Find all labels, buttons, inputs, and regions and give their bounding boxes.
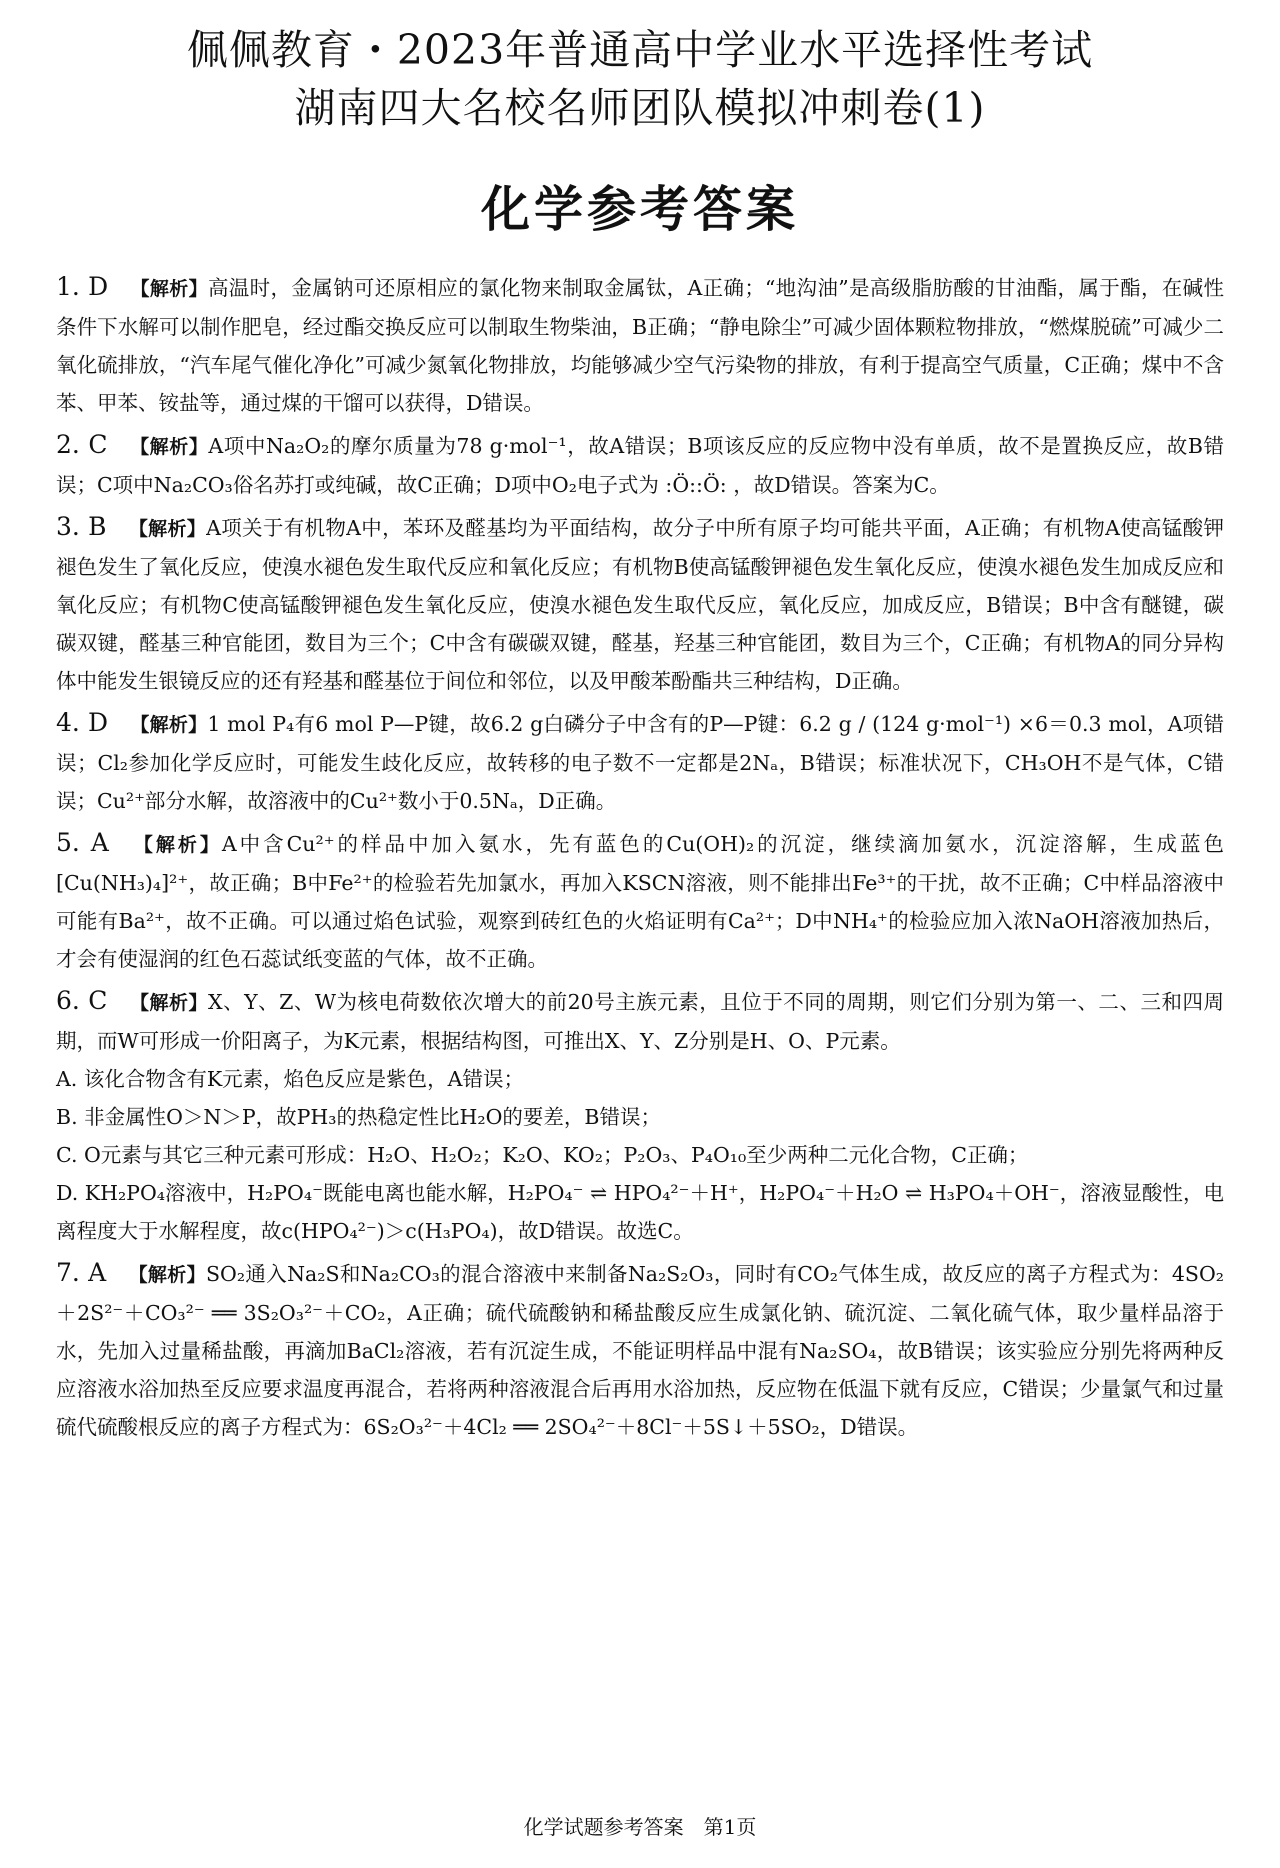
- answer-item-2: [56, 426, 1224, 504]
- analysis-tag: 【解析】: [128, 1264, 206, 1286]
- analysis-tag: 【解析】: [130, 714, 208, 736]
- answer-item-3: [56, 508, 1224, 700]
- answer-number: 3. B: [56, 512, 107, 541]
- answer-text: SO₂通入Na₂S和Na₂CO₃的混合溶液中来制备Na₂S₂O₃，同时有CO₂气体生成，故反应的离子方程式为：4SO₂＋2S²⁻＋CO₃²⁻ ══ 3S₂O₃²⁻＋CO₂，A正确；硫代硫酸钠和稀盐酸反应生成氯化钠、硫沉淀、二氧化硫气体，取少量样品溶于水，先加入过量稀盐酸，再滴加BaCl₂溶液，若有沉淀生成，不能证明样品中混有Na₂SO₄，故B错误；该实验应分别先将两种反应溶液水浴加热至反应要求温度再混合，若将两种溶液混合后再用水浴加热，反应物在低温下就有反应，C错误；少量氯气和过量硫代硫酸根反应的离子方程式为：6S₂O₃²⁻＋4Cl₂ ══ 2SO₄²⁻＋8Cl⁻＋5S↓＋5SO₂，D错误。: [56, 1262, 1225, 1439]
- answer-number: 7. A: [56, 1258, 107, 1287]
- answer-text: A中含Cu²⁺的样品中加入氨水，先有蓝色的Cu(OH)₂的沉淀，继续滴加氨水，沉淀溶解，生成蓝色[Cu(NH₃)₄]²⁺，故正确；B中Fe²⁺的检验若先加氯水，再加入KSCN溶液，则不能排出Fe³⁺的干扰，故不正确；C中样品溶液中可能有Ba²⁺，故不正确。可以通过焰色试验，观察到砖红色的火焰证明有Ca²⁺；D中NH₄⁺的检验应加入浓NaOH溶液加热后，才会有使湿润的红色石蕊试纸变蓝的气体，故不正确。: [56, 832, 1225, 971]
- answer-item-6: [56, 982, 1224, 1250]
- option-analysis-d: D. KH₂PO₄溶液中，H₂PO₄⁻既能电离也能水解，H₂PO₄⁻ ⇌ HPO₄²⁻＋H⁺，H₂PO₄⁻＋H₂O ⇌ H₃PO₄＋OH⁻，溶液显酸性，电离程度大于水解程度，故c(HPO₄²⁻)＞c(H₃PO₄)，故D错误。故选C。: [56, 1181, 1224, 1243]
- analysis-tag: 【解析】: [130, 834, 222, 856]
- answer-number: 4. D: [56, 708, 109, 737]
- answer-item-1: [56, 268, 1224, 422]
- option-analysis-c: C. O元素与其它三种元素可形成：H₂O、H₂O₂；K₂O、KO₂；P₂O₃、P₄O₁₀至少两种二元化合物，C正确；: [56, 1143, 1029, 1167]
- answer-text: 高温时，金属钠可还原相应的氯化物来制取金属钛，A正确；“地沟油”是高级脂肪酸的甘油酯，属于酯，在碱性条件下水解可以制作肥皂，经过酯交换反应可以制取生物柴油，B正确；“静电除尘”可减少固体颗粒物排放，“燃煤脱硫”可减少二氧化硫排放，“汽车尾气催化净化”可减少氮氧化物排放，均能够减少空气污染物的排放，有利于提高空气质量，C正确；煤中不含苯、甲苯、铵盐等，通过煤的干馏可以获得，D错误。: [56, 276, 1224, 415]
- option-analysis-a: A. 该化合物含有K元素，焰色反应是紫色，A错误；: [56, 1067, 524, 1091]
- document-title: 化学参考答案: [480, 181, 799, 238]
- answer-text: X、Y、Z、W为核电荷数依次增大的前20号主族元素，且位于不同的周期，则它们分别为第一、二、三和四周期，而W可形成一价阳离子，为K元素，根据结构图，可推出X、Y、Z分别是H、O、P元素。: [56, 990, 1224, 1053]
- answer-text: 1 mol P₄有6 mol P—P键，故6.2 g白磷分子中含有的P—P键：6.2 g / (124 g·mol⁻¹) ×6＝0.3 mol，A项错误；Cl₂参加化学反应时，可能发生歧化反应，故转移的电子数不一定都是2Nₐ，B错误；标准状况下，CH₃OH不是气体，C错误；Cu²⁺部分水解，故溶液中的Cu²⁺数小于0.5Nₐ，D正确。: [56, 712, 1224, 813]
- analysis-tag: 【解析】: [129, 436, 209, 458]
- answer-item-4: [56, 704, 1224, 820]
- answer-item-7: [56, 1254, 1224, 1446]
- option-analysis-b: B. 非金属性O＞N＞P，故PH₃的热稳定性比H₂O的要差，B错误；: [56, 1105, 661, 1129]
- answer-text: A项中Na₂O₂的摩尔质量为78 g·mol⁻¹，故A错误；B项该反应的反应物中没有单质，故不是置换反应，故B错误；C项中Na₂CO₃俗名苏打或纯碱，故C正确；D项中O₂电子式为 :Ö::Ö: ，故D错误。答案为C。: [56, 434, 1224, 497]
- answer-number: 2. C: [56, 430, 108, 459]
- page-footer: 化学试题参考答案 第1页: [523, 1815, 757, 1839]
- answer-text: A项关于有机物A中，苯环及醛基均为平面结构，故分子中所有原子均可能共平面，A正确；有机物A使高锰酸钾褪色发生了氧化反应，使溴水褪色发生取代反应和氧化反应；有机物B使高锰酸钾褪色发生氧化反应，使溴水褪色发生加成反应和氧化反应；有机物C使高锰酸钾褪色发生氧化反应，使溴水褪色发生取代反应，氧化反应，加成反应，B错误；B中含有醚键，碳碳双键，醛基三种官能团，数目为三个；C中含有碳碳双键，醛基，羟基三种官能团，数目为三个，C正确；有机物A的同分异构体中能发生银镜反应的还有羟基和醛基位于间位和邻位，以及甲酸苯酚酯共三种结构，D正确。: [56, 516, 1224, 693]
- analysis-tag: 【解析】: [128, 518, 207, 540]
- answer-item-5: [56, 824, 1224, 978]
- answer-number: 5. A: [56, 828, 109, 857]
- analysis-tag: 【解析】: [130, 278, 208, 300]
- answer-list: [56, 268, 1224, 1446]
- answer-number: 6. C: [56, 986, 108, 1015]
- analysis-tag: 【解析】: [129, 992, 208, 1014]
- exam-series-title: 佩佩教育・2023年普通高中学业水平选择性考试: [186, 26, 1094, 74]
- exam-paper-title: 湖南四大名校名师团队模拟冲刺卷(1): [294, 84, 986, 132]
- answer-number: 1. D: [56, 272, 109, 301]
